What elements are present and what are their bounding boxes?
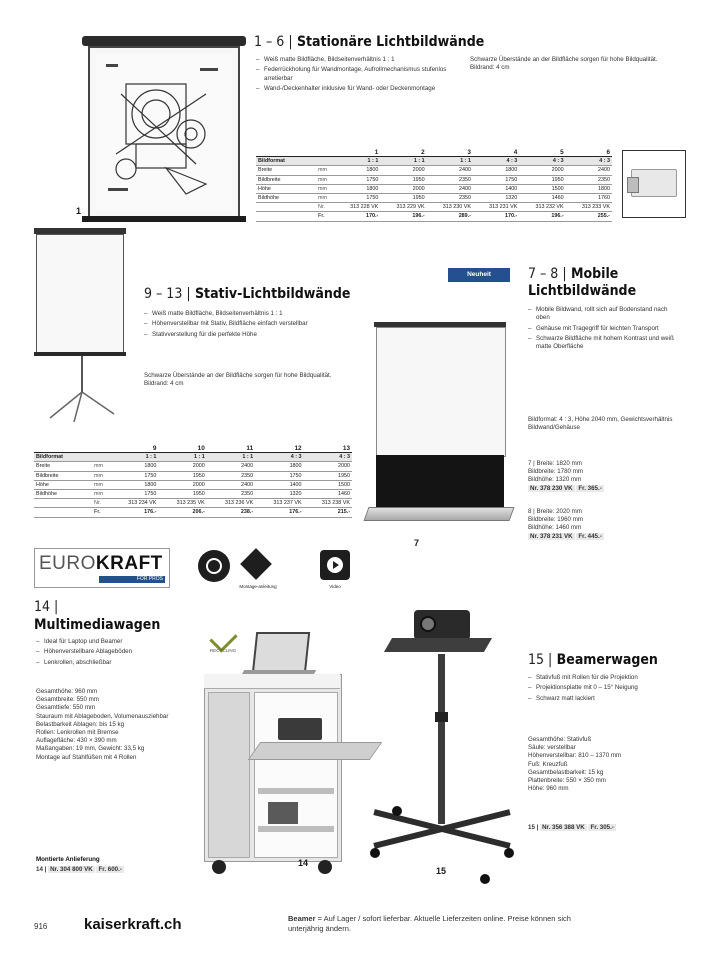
section-5-specs: Gesamthöhe: Stativfuß Säule: verstellbar Höhenverstellbar: 810 – 1370 mm Fuß: Kreuzfuß Gesamtbelastbarkeit: 15 kg Plattenbreite: 550 × 350 mm Höhe: 960 mm [528,736,622,793]
section-2-bullets [144,310,354,341]
tripod-screen-image [34,228,130,424]
section-3-number: 7 – 8 | [528,266,567,282]
section-1-title: Stationäre Lichtbildwände [296,34,485,50]
table-row: 9 10 11 12 13 [34,444,352,453]
logo-euro: EURO [39,553,96,574]
mobile-item-8: 8 | Breite: 2020 mm Bildbreite: 1960 mm Bildhöhe: 1460 mm Nr. 378 231 VK Fr. 445.- [528,508,602,540]
section-2-title: Stativ-Lichtbildwände [194,286,351,302]
table-row: Bildhöhe mm 1750 1950 2350 1320 1460 1760 [258,195,610,202]
section-2-bullet: – Weiß matte Bildfläche, Bildseitenverhältnis 1 : 1 [144,310,354,318]
section-4-bullet: – Höhenverstellbare Ablageböden [36,648,186,656]
section-1-heading [254,34,484,50]
section-4-order-line: 14 | Nr. 304 800 VK Fr. 600.- [36,866,122,873]
logo-tagline: FOR PROS [99,576,165,583]
table-row: Breite mm 1800 2000 2400 1800 2000 2400 [258,167,610,174]
section-4-heading [34,598,160,634]
wall-bracket-detail-image [622,150,686,218]
section-5-heading [528,652,658,668]
table-row: Nr. 313 228 VK 313 229 VK 313 230 VK 313 231 VK 313 232 VK 313 233 VK [256,203,612,212]
section-4-title: Multimediawagen [34,617,161,633]
eurokraft-logo [34,548,170,588]
order-number[interactable]: Nr. 304 800 VK [50,866,93,873]
table-row: Fr. 176.- 206.- 238.- 176.- 215.- [34,508,352,517]
price: Fr. 305.- [590,824,614,831]
table-row: Höhe mm 1800 2000 2400 1400 1500 [36,481,350,488]
table-row: Bildformat 1 : 1 1 : 1 1 : 1 4 : 3 4 : 3 [36,454,350,461]
multimedia-cart-image [198,622,378,884]
section-2-bullet: – Stativverstellung für die perfekte Höhe [144,331,354,339]
mobile-item-7: 7 | Breite: 1820 mm Bildbreite: 1780 mm Bildhöhe: 1320 mm Nr. 378 230 VK Fr. 365.- [528,460,602,492]
order-number[interactable]: Nr. 378 231 VK [530,532,573,540]
section-2-number: 9 – 13 | [144,286,191,302]
section-2-bullet: – Höhenverstellbar mit Stativ, Bildfläche einfach verstellbar [144,320,354,328]
table-row: Breite mm 1800 2000 2400 1800 2000 [36,463,350,470]
section-1-bullets [256,56,456,95]
section-1-bullet: – Weiß matte Bildfläche, Bildseitenverhältnis 1 : 1 [256,56,456,64]
section-3-bullets [528,306,678,353]
assembly-instructions-label: Montage-anleitung [239,584,277,589]
price: Fr. 600.- [98,866,122,873]
section-5-bullet: – Stativfuß mit Rollen für die Projektion [528,674,678,682]
section-4-bullet: – Ideal für Laptop und Beamer [36,638,186,646]
order-number[interactable]: Nr. 356 388 VK [542,824,585,831]
section-4-delivery-note: Montierte Anlieferung [36,856,100,863]
safety-certification-icon [198,550,230,582]
section-5-bullets [528,674,678,705]
table-row: Nr. 313 234 VK 313 235 VK 313 236 VK 313 237 VK 313 238 VK [34,499,352,508]
section-1-note: Schwarze Überstände an der Bildfläche sorgen für hohe Bildqualität. Bildrand: 4 cm [470,56,658,72]
new-badge: Neuheit [448,268,510,282]
table-row: Bildformat 1 : 1 1 : 1 1 : 1 4 : 3 4 : 3 4 : 3 [258,158,610,165]
section-1-spec-table [256,148,612,222]
section-2-heading [144,286,350,302]
section-5-bullet: – Projektionsplatte mit 0 – 15° Neigung [528,684,678,692]
section-5-title: Beamerwagen [556,652,658,668]
logo-kraft: KRAFT [95,553,163,574]
site-url[interactable]: kaiserkraft.ch [84,916,182,933]
table-row: Bildhöhe mm 1750 1950 2350 1320 1460 [36,491,350,498]
price: Fr. 365.- [578,484,602,492]
assembly-instructions-icon[interactable] [240,548,272,580]
section-5-number: 15 | [528,652,553,668]
beamer-cart-image [362,602,522,892]
page-number: 916 [34,922,48,931]
mobile-screen-image [366,318,510,524]
section-5-order-line: 15 | Nr. 356 388 VK Fr. 305.- [528,824,614,831]
figure-label-1: 1 [76,206,82,216]
footer-note: Beamer = Auf Lager / sofort lieferbar. Aktuelle Lieferzeiten online. Preise können sich unterjährig ändern. [288,914,571,933]
section-3-bullet: – Mobile Bildwand, rollt sich auf Bodenstand nach oben [528,306,678,323]
table-row: Fr. 170.- 196.- 289.- 170.- 196.- 255.- [256,212,612,221]
price: Fr. 445.- [578,532,602,540]
section-4-bullets [36,638,186,669]
section-1-number: 1 – 6 | [254,34,293,50]
section-4-bullet: – Lenkrollen, abschließbar [36,659,186,667]
order-number[interactable]: Nr. 378 230 VK [530,484,573,492]
section-2-spec-table [34,444,352,518]
table-row: 1 2 3 4 5 6 [256,148,612,157]
figure-label-7: 7 [414,538,420,548]
table-row: Höhe mm 1800 2000 2400 1400 1500 1800 [258,185,610,192]
section-1-bullet: – Federrückholung für Wandmontage, Aufrollmechanismus stufenlos arretierbar [256,66,456,83]
section-5-bullet: – Schwarz matt lackiert [528,695,678,703]
table-row: Bildbreite mm 1750 1950 2350 1750 1950 2350 [258,176,610,183]
section-3-note: Bildformat: 4 : 3, Höhe 2040 mm, Gewichtsverhältnis Bildwand/Gehäuse [528,416,673,432]
section-3-bullet: – Schwarze Bildfläche mit hohem Kontrast und weiß matte Oberfläche [528,335,678,352]
recycling-icon: RECYCLING [208,628,238,658]
section-1-bullet: – Wand-/Deckenhalter inklusive für Wand- oder Deckenmontage [256,85,456,93]
section-2-note: Schwarze Überstände an der Bildfläche sorgen für hohe Bildqualität. Bildrand: 4 cm [144,372,332,388]
figure-label-14: 14 [298,858,309,868]
video-label: Video [329,584,341,589]
section-4-number: 14 | [34,599,59,615]
section-4-specs: Gesamthöhe: 960 mm Gesamtbreite: 550 mm Gesamttiefe: 550 mm Stauraum mit Ablageboden, Volumenausziehbar Belastbarkeit Ablagen: bis 15 kg Rollen: Lenkrollen mit Bremse Auflagefläche: 430 × 390 mm Maßangaben: 19 mm, Gewicht: 33,5 kg Montage auf Stahlfüßen mit 4 Rollen [36,688,169,761]
table-row: Bildbreite mm 1750 1950 2350 1750 1950 [36,472,350,479]
section-3-title-line2: Lichtbildwände [528,283,637,299]
section-3-bullet: – Gehäuse mit Tragegriff für leichten Transport [528,325,678,333]
section-3-title-line1: Mobile [570,266,619,282]
section-3-heading [528,266,636,300]
figure-label-15: 15 [436,866,447,876]
video-icon[interactable] [320,550,350,580]
stationary-screen-image [82,36,246,224]
